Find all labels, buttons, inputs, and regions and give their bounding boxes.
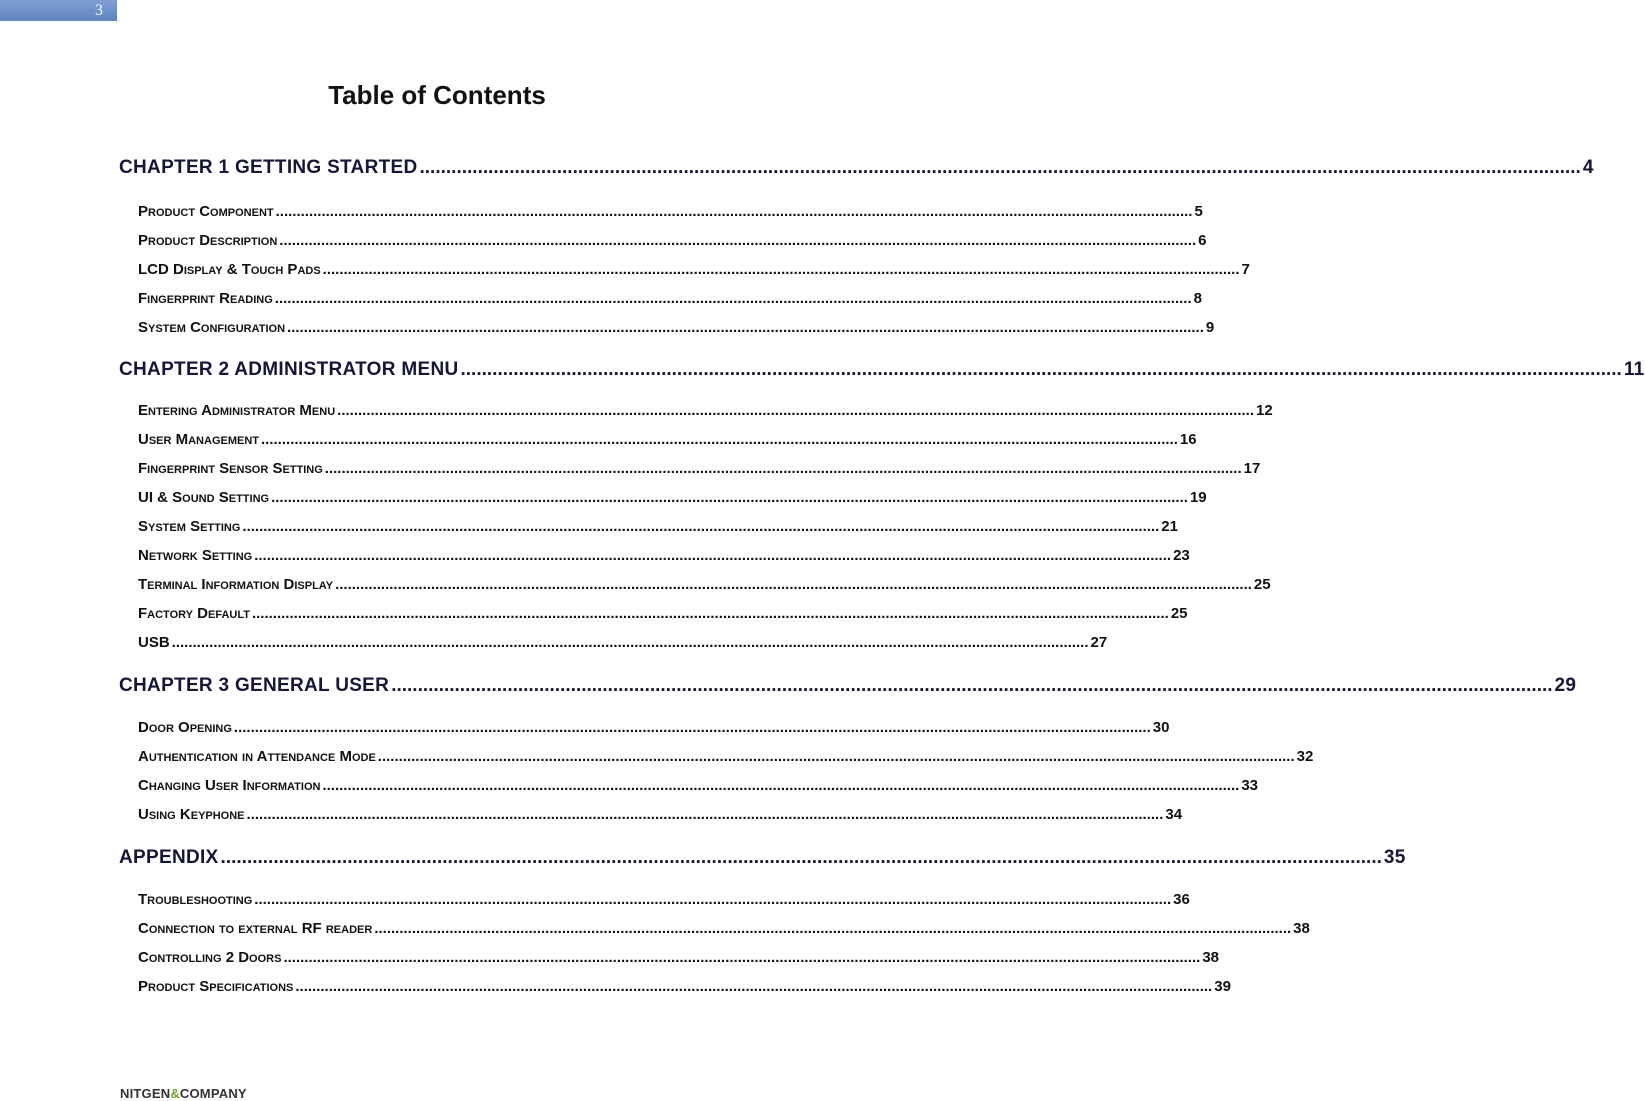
dot-leader: ............................................................................................................................................................................................................................ (254, 547, 1172, 564)
dot-leader: ............................................................................................................................................................................................................................ (242, 518, 1160, 535)
toc-entry-page: 7 (1241, 261, 1250, 278)
toc-entry[interactable] (138, 748, 1314, 765)
toc-chapter-label: CHAPTER 2 ADMINISTRATOR MENU (119, 359, 459, 380)
nitgen-company-logo (120, 1086, 247, 1101)
toc-entry[interactable] (138, 777, 1259, 794)
toc-chapter-label: CHAPTER 1 GETTING STARTED (119, 157, 418, 178)
dot-leader: ............................................................................................................................................................................................................................ (324, 460, 1242, 477)
dot-leader: ............................................................................................................................................................................................................................ (275, 203, 1193, 220)
toc-entry-label: Product Component (138, 203, 274, 220)
toc-chapter-page: 35 (1383, 847, 1406, 868)
toc-entry[interactable] (138, 920, 1310, 937)
dot-leader: ............................................................................................................................................................................................................................ (279, 232, 1197, 249)
toc-entry-page: 38 (1293, 920, 1310, 937)
dot-leader: ............................................................................................................................................................................................................................ (322, 777, 1240, 794)
toc-entry-page: 12 (1256, 402, 1273, 419)
toc-entry-page: 23 (1173, 547, 1190, 564)
dot-leader: ............................................................................................................................................................................................................................ (171, 634, 1089, 651)
toc-title: Table of Contents (328, 80, 546, 110)
toc-entry[interactable] (138, 634, 1108, 651)
toc-chapter-page: 29 (1554, 675, 1577, 696)
toc-entry-page: 39 (1214, 978, 1231, 995)
toc-entry-page: 34 (1165, 806, 1183, 823)
dot-leader: ............................................................................................................................................................................................................................ (377, 748, 1295, 765)
toc-entry-label: Product Description (138, 232, 278, 249)
dot-leader: ............................................................................................................................................................................................................................ (295, 978, 1213, 995)
toc-chapter-1[interactable] (119, 157, 1594, 179)
dot-leader: ............................................................................................................................................................................................................................ (391, 675, 1553, 696)
toc-entry[interactable] (138, 402, 1273, 419)
toc-entry-page: 16 (1179, 431, 1197, 448)
dot-leader: ............................................................................................................................................................................................................................ (419, 157, 1581, 178)
toc-entry[interactable] (138, 261, 1250, 278)
toc-chapter-appendix[interactable] (119, 847, 1406, 869)
toc-entry-page: 33 (1241, 777, 1259, 794)
toc-entry-page: 5 (1194, 203, 1203, 220)
toc-entry-label: System Setting (138, 518, 241, 535)
dot-leader: ............................................................................................................................................................................................................................ (335, 576, 1252, 593)
toc-entry-page: 27 (1090, 634, 1108, 651)
toc-entry-page: 25 (1253, 576, 1271, 593)
dot-leader: ............................................................................................................................................................................................................................ (246, 806, 1164, 823)
toc-entry[interactable] (138, 605, 1188, 622)
toc-entry[interactable] (138, 319, 1215, 336)
toc-entry-page: 21 (1161, 518, 1178, 535)
toc-entry[interactable] (138, 891, 1190, 908)
toc-entry-page: 32 (1296, 748, 1314, 765)
page-number: 3 (95, 2, 103, 19)
toc-entry-page: 38 (1202, 949, 1219, 966)
toc-entry[interactable] (138, 460, 1261, 477)
toc-entry-page: 30 (1152, 719, 1170, 736)
toc-entry[interactable] (138, 290, 1202, 307)
toc-entry-label: Changing User Information (138, 777, 321, 794)
toc-entry-label: LCD Display & Touch Pads (138, 261, 321, 278)
dot-leader: ............................................................................................................................................................................................................................ (287, 319, 1204, 336)
toc-chapter-3[interactable] (119, 675, 1577, 697)
dot-leader: ............................................................................................................................................................................................................................ (220, 847, 1382, 868)
toc-entry-label: Fingerprint Reading (138, 290, 273, 307)
dot-leader: ............................................................................................................................................................................................................................ (374, 920, 1292, 937)
toc-chapter-page: 11 (1623, 359, 1645, 380)
toc-entry-label: Controlling 2 Doors (138, 949, 282, 966)
toc-entry-label: Factory Default (138, 605, 250, 622)
toc-entry-label: UI & Sound Setting (138, 489, 270, 506)
toc-entry-page: 19 (1189, 489, 1207, 506)
toc-entry-page: 17 (1243, 460, 1261, 477)
dot-leader: ............................................................................................................................................................................................................................ (271, 489, 1188, 506)
toc-entry-page: 8 (1193, 290, 1202, 307)
toc-entry-label: Troubleshooting (138, 891, 253, 908)
toc-entry-label: Authentication in Attendance Mode (138, 748, 376, 765)
toc-entry-label: User Management (138, 431, 260, 448)
dot-leader: ............................................................................................................................................................................................................................ (283, 949, 1201, 966)
dot-leader: ............................................................................................................................................................................................................................ (274, 290, 1192, 307)
toc-entry-label: Product Specifications (138, 978, 294, 995)
toc-entry-label: Entering Administrator Menu (138, 402, 336, 419)
toc-entry-page: 36 (1173, 891, 1190, 908)
toc-entry[interactable] (138, 576, 1271, 593)
toc-entry-label: Using Keyphone (138, 806, 245, 823)
logo-nitgen: NITGEN (120, 1086, 171, 1101)
toc-entry[interactable] (138, 547, 1190, 564)
toc-entry[interactable] (138, 949, 1219, 966)
toc-entry-label: Fingerprint Sensor Setting (138, 460, 323, 477)
toc-entry[interactable] (138, 978, 1231, 995)
dot-leader: ............................................................................................................................................................................................................................ (233, 719, 1151, 736)
dot-leader: ............................................................................................................................................................................................................................ (460, 359, 1622, 380)
toc-entry-label: Connection to external RF reader (138, 920, 373, 937)
dot-leader: ............................................................................................................................................................................................................................ (251, 605, 1169, 622)
dot-leader: ............................................................................................................................................................................................................................ (261, 431, 1178, 448)
dot-leader: ............................................................................................................................................................................................................................ (322, 261, 1240, 278)
logo-ampersand: & (170, 1086, 180, 1101)
logo-company: COMPANY (179, 1086, 247, 1101)
toc-entry-label: Terminal Information Display (138, 576, 334, 593)
toc-entry-label: USB (138, 634, 170, 651)
toc-entry[interactable] (138, 232, 1207, 249)
dot-leader: ............................................................................................................................................................................................................................ (337, 402, 1255, 419)
toc-entry-label: System Configuration (138, 319, 286, 336)
toc-entry[interactable] (138, 518, 1178, 535)
toc-entry[interactable] (138, 203, 1203, 220)
toc-chapter-label: APPENDIX (119, 847, 219, 868)
toc-entry-label: Network Setting (138, 547, 253, 564)
toc-entry-page: 9 (1205, 319, 1215, 336)
toc-entry-label: Door Opening (138, 719, 232, 736)
toc-entry-page: 25 (1170, 605, 1188, 622)
toc-chapter-label: CHAPTER 3 GENERAL USER (119, 675, 390, 696)
toc-entry[interactable] (138, 489, 1207, 506)
toc-entry[interactable] (138, 719, 1170, 736)
toc-entry-page: 6 (1198, 232, 1207, 249)
toc-entry[interactable] (138, 806, 1183, 823)
toc-entry[interactable] (138, 431, 1197, 448)
dot-leader: ............................................................................................................................................................................................................................ (254, 891, 1172, 908)
toc-chapter-2[interactable] (119, 359, 1645, 381)
toc-chapter-page: 4 (1582, 157, 1594, 178)
